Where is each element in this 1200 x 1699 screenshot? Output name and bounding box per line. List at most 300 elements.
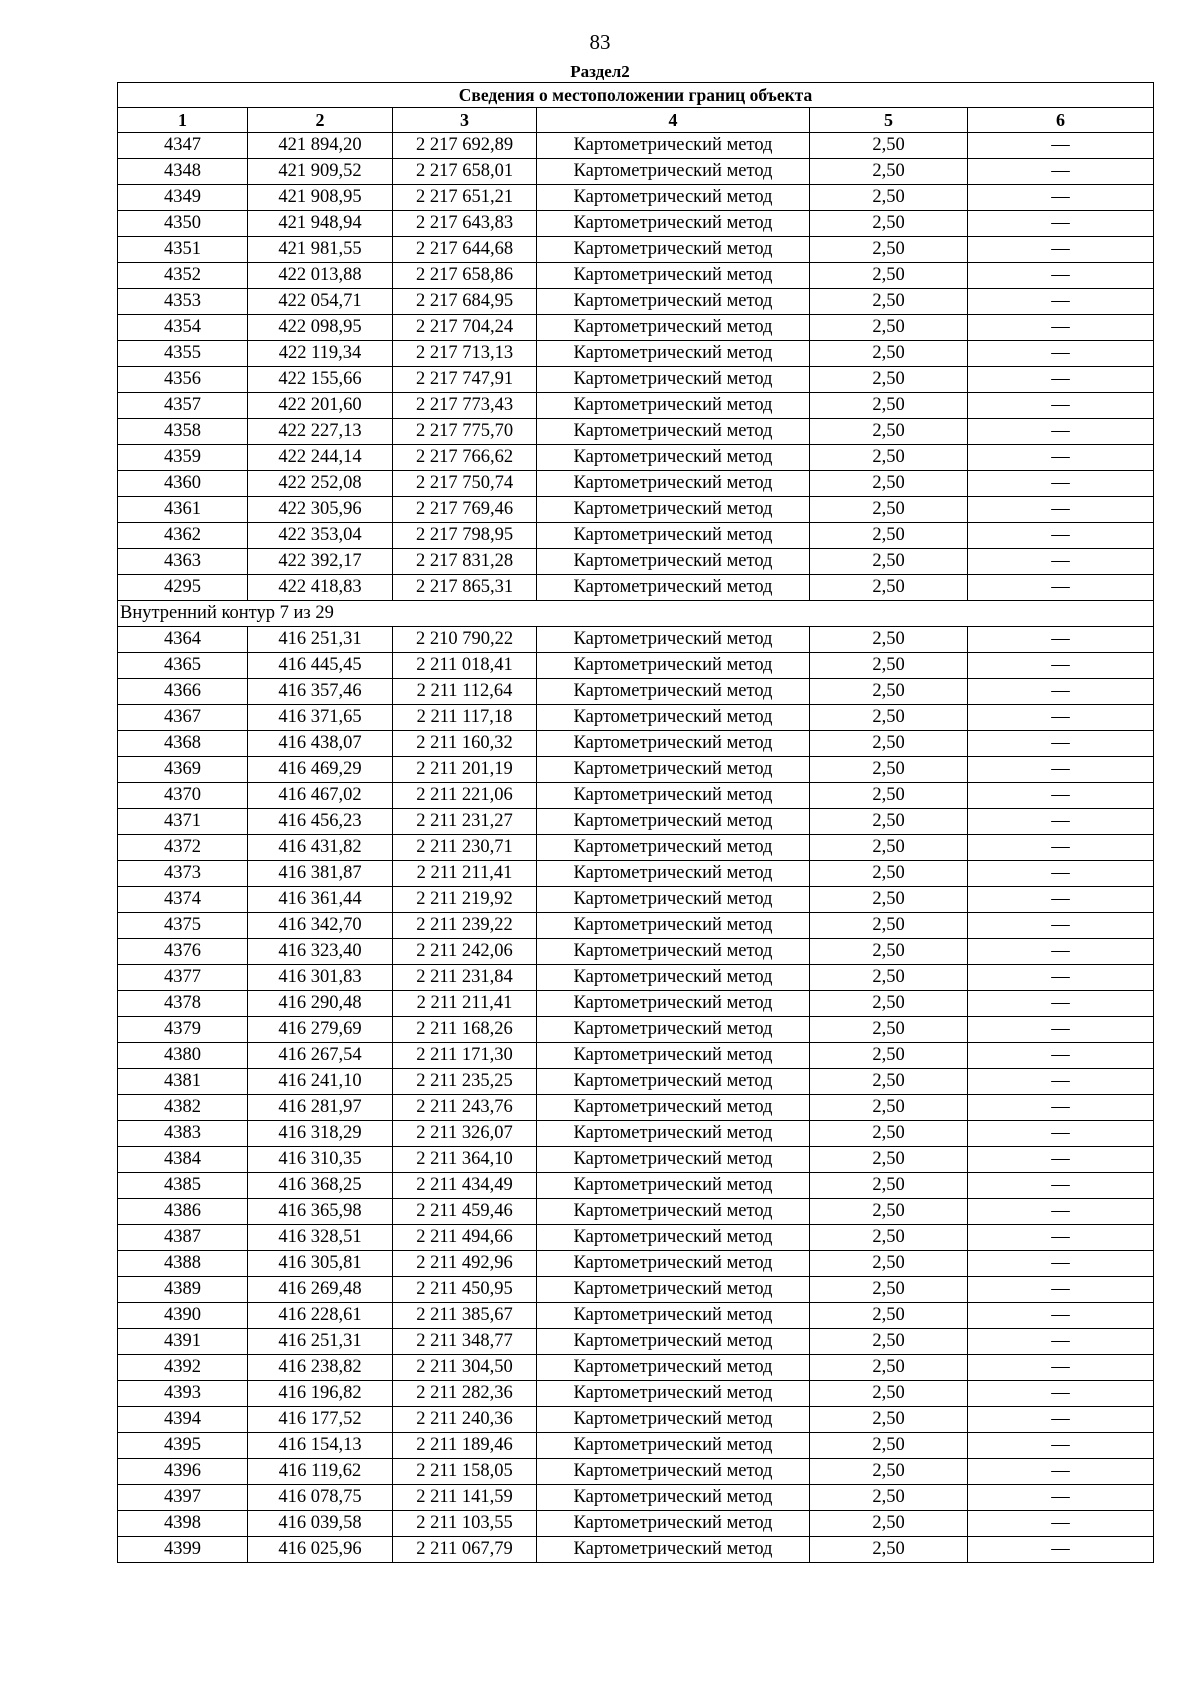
method-cell: Картометрический метод: [537, 1225, 810, 1251]
point-number-cell: 4360: [118, 471, 248, 497]
section-title: Раздел2: [570, 62, 630, 81]
method-cell: Картометрический метод: [537, 1043, 810, 1069]
x-coordinate-cell: 416 154,13: [248, 1433, 393, 1459]
x-coordinate-cell: 416 025,96: [248, 1537, 393, 1563]
y-coordinate-cell: 2 211 348,77: [393, 1329, 537, 1355]
point-number-cell: 4365: [118, 653, 248, 679]
point-number-cell: 4353: [118, 289, 248, 315]
table-row: [118, 1017, 1154, 1043]
accuracy-cell: 2,50: [810, 341, 968, 367]
description-cell: —: [968, 757, 1154, 783]
method-cell: Картометрический метод: [537, 1069, 810, 1095]
point-number-cell: 4350: [118, 211, 248, 237]
column-number: 1: [118, 108, 248, 133]
table-row: [118, 809, 1154, 835]
table-row: [118, 549, 1154, 575]
x-coordinate-cell: 422 155,66: [248, 367, 393, 393]
table-row: [118, 835, 1154, 861]
table-row: [118, 913, 1154, 939]
contour-label: Внутренний контур 7 из 29: [118, 601, 1154, 627]
method-cell: Картометрический метод: [537, 861, 810, 887]
method-cell: Картометрический метод: [537, 393, 810, 419]
column-number: 4: [537, 108, 810, 133]
y-coordinate-cell: 2 211 385,67: [393, 1303, 537, 1329]
y-coordinate-cell: 2 211 230,71: [393, 835, 537, 861]
method-cell: Картометрический метод: [537, 1173, 810, 1199]
point-number-cell: 4351: [118, 237, 248, 263]
method-cell: Картометрический метод: [537, 211, 810, 237]
y-coordinate-cell: 2 211 117,18: [393, 705, 537, 731]
accuracy-cell: 2,50: [810, 263, 968, 289]
y-coordinate-cell: 2 211 243,76: [393, 1095, 537, 1121]
x-coordinate-cell: 422 054,71: [248, 289, 393, 315]
method-cell: Картометрический метод: [537, 835, 810, 861]
accuracy-cell: 2,50: [810, 913, 968, 939]
x-coordinate-cell: 421 908,95: [248, 185, 393, 211]
point-number-cell: 4391: [118, 1329, 248, 1355]
accuracy-cell: 2,50: [810, 1459, 968, 1485]
method-cell: Картометрический метод: [537, 159, 810, 185]
accuracy-cell: 2,50: [810, 289, 968, 315]
y-coordinate-cell: 2 217 773,43: [393, 393, 537, 419]
description-cell: —: [968, 341, 1154, 367]
x-coordinate-cell: 422 098,95: [248, 315, 393, 341]
accuracy-cell: 2,50: [810, 1095, 968, 1121]
description-cell: —: [968, 367, 1154, 393]
table-row: [118, 965, 1154, 991]
point-number-cell: 4389: [118, 1277, 248, 1303]
x-coordinate-cell: 416 078,75: [248, 1485, 393, 1511]
description-cell: —: [968, 237, 1154, 263]
y-coordinate-cell: 2 211 189,46: [393, 1433, 537, 1459]
page-number: 83: [589, 30, 611, 54]
x-coordinate-cell: 416 241,10: [248, 1069, 393, 1095]
x-coordinate-cell: 416 342,70: [248, 913, 393, 939]
method-cell: Картометрический метод: [537, 237, 810, 263]
accuracy-cell: 2,50: [810, 315, 968, 341]
x-coordinate-cell: 422 418,83: [248, 575, 393, 601]
y-coordinate-cell: 2 211 240,36: [393, 1407, 537, 1433]
description-cell: —: [968, 1485, 1154, 1511]
x-coordinate-cell: 416 228,61: [248, 1303, 393, 1329]
point-number-cell: 4295: [118, 575, 248, 601]
y-coordinate-cell: 2 211 450,95: [393, 1277, 537, 1303]
description-cell: —: [968, 497, 1154, 523]
point-number-cell: 4368: [118, 731, 248, 757]
accuracy-cell: 2,50: [810, 523, 968, 549]
method-cell: Картометрический метод: [537, 341, 810, 367]
x-coordinate-cell: 416 365,98: [248, 1199, 393, 1225]
description-cell: —: [968, 731, 1154, 757]
description-cell: —: [968, 393, 1154, 419]
y-coordinate-cell: 2 217 831,28: [393, 549, 537, 575]
x-coordinate-cell: 416 469,29: [248, 757, 393, 783]
point-number-cell: 4361: [118, 497, 248, 523]
x-coordinate-cell: 416 368,25: [248, 1173, 393, 1199]
accuracy-cell: 2,50: [810, 1407, 968, 1433]
point-number-cell: 4367: [118, 705, 248, 731]
x-coordinate-cell: 416 269,48: [248, 1277, 393, 1303]
accuracy-cell: 2,50: [810, 965, 968, 991]
point-number-cell: 4378: [118, 991, 248, 1017]
table-row: [118, 1173, 1154, 1199]
table-row: [118, 1407, 1154, 1433]
description-cell: —: [968, 289, 1154, 315]
method-cell: Картометрический метод: [537, 471, 810, 497]
method-cell: Картометрический метод: [537, 679, 810, 705]
point-number-cell: 4383: [118, 1121, 248, 1147]
point-number-cell: 4385: [118, 1173, 248, 1199]
x-coordinate-cell: 416 290,48: [248, 991, 393, 1017]
accuracy-cell: 2,50: [810, 679, 968, 705]
y-coordinate-cell: 2 217 644,68: [393, 237, 537, 263]
description-cell: —: [968, 627, 1154, 653]
accuracy-cell: 2,50: [810, 861, 968, 887]
column-number: 6: [968, 108, 1154, 133]
y-coordinate-cell: 2 211 459,46: [393, 1199, 537, 1225]
column-numbers-row: [118, 108, 1154, 133]
y-coordinate-cell: 2 217 769,46: [393, 497, 537, 523]
point-number-cell: 4347: [118, 133, 248, 159]
point-number-cell: 4358: [118, 419, 248, 445]
description-cell: —: [968, 185, 1154, 211]
y-coordinate-cell: 2 211 103,55: [393, 1511, 537, 1537]
accuracy-cell: 2,50: [810, 497, 968, 523]
table-row: [118, 419, 1154, 445]
y-coordinate-cell: 2 211 492,96: [393, 1251, 537, 1277]
method-cell: Картометрический метод: [537, 1199, 810, 1225]
method-cell: Картометрический метод: [537, 523, 810, 549]
point-number-cell: 4395: [118, 1433, 248, 1459]
y-coordinate-cell: 2 211 364,10: [393, 1147, 537, 1173]
table-row: [118, 1277, 1154, 1303]
description-cell: —: [968, 653, 1154, 679]
accuracy-cell: 2,50: [810, 575, 968, 601]
y-coordinate-cell: 2 211 201,19: [393, 757, 537, 783]
point-number-cell: 4375: [118, 913, 248, 939]
description-cell: —: [968, 1225, 1154, 1251]
column-number: 5: [810, 108, 968, 133]
point-number-cell: 4355: [118, 341, 248, 367]
point-number-cell: 4366: [118, 679, 248, 705]
x-coordinate-cell: 416 119,62: [248, 1459, 393, 1485]
method-cell: Картометрический метод: [537, 1095, 810, 1121]
table-row: [118, 1095, 1154, 1121]
point-number-cell: 4393: [118, 1381, 248, 1407]
description-cell: —: [968, 679, 1154, 705]
table-row: [118, 757, 1154, 783]
boundary-coordinates-table: [117, 82, 1154, 1563]
table-row: [118, 575, 1154, 601]
y-coordinate-cell: 2 211 326,07: [393, 1121, 537, 1147]
accuracy-cell: 2,50: [810, 211, 968, 237]
y-coordinate-cell: 2 211 112,64: [393, 679, 537, 705]
table-row: [118, 627, 1154, 653]
x-coordinate-cell: 416 323,40: [248, 939, 393, 965]
description-cell: —: [968, 445, 1154, 471]
table-row: [118, 1303, 1154, 1329]
method-cell: Картометрический метод: [537, 263, 810, 289]
accuracy-cell: 2,50: [810, 653, 968, 679]
description-cell: —: [968, 419, 1154, 445]
x-coordinate-cell: 416 251,31: [248, 627, 393, 653]
table-row: [118, 1069, 1154, 1095]
table-row: [118, 731, 1154, 757]
accuracy-cell: 2,50: [810, 1199, 968, 1225]
x-coordinate-cell: 416 310,35: [248, 1147, 393, 1173]
method-cell: Картометрический метод: [537, 1147, 810, 1173]
x-coordinate-cell: 416 196,82: [248, 1381, 393, 1407]
point-number-cell: 4352: [118, 263, 248, 289]
y-coordinate-cell: 2 217 747,91: [393, 367, 537, 393]
method-cell: Картометрический метод: [537, 627, 810, 653]
accuracy-cell: 2,50: [810, 1043, 968, 1069]
y-coordinate-cell: 2 211 168,26: [393, 1017, 537, 1043]
x-coordinate-cell: 416 357,46: [248, 679, 393, 705]
point-number-cell: 4354: [118, 315, 248, 341]
method-cell: Картометрический метод: [537, 1251, 810, 1277]
method-cell: Картометрический метод: [537, 497, 810, 523]
table-row: [118, 315, 1154, 341]
point-number-cell: 4394: [118, 1407, 248, 1433]
x-coordinate-cell: 421 948,94: [248, 211, 393, 237]
accuracy-cell: 2,50: [810, 1511, 968, 1537]
point-number-cell: 4369: [118, 757, 248, 783]
y-coordinate-cell: 2 211 434,49: [393, 1173, 537, 1199]
description-cell: —: [968, 575, 1154, 601]
x-coordinate-cell: 416 318,29: [248, 1121, 393, 1147]
accuracy-cell: 2,50: [810, 1329, 968, 1355]
point-number-cell: 4372: [118, 835, 248, 861]
y-coordinate-cell: 2 211 242,06: [393, 939, 537, 965]
method-cell: Картометрический метод: [537, 731, 810, 757]
method-cell: Картометрический метод: [537, 1121, 810, 1147]
description-cell: —: [968, 1017, 1154, 1043]
method-cell: Картометрический метод: [537, 1511, 810, 1537]
x-coordinate-cell: 422 244,14: [248, 445, 393, 471]
method-cell: Картометрический метод: [537, 913, 810, 939]
x-coordinate-cell: 416 445,45: [248, 653, 393, 679]
point-number-cell: 4382: [118, 1095, 248, 1121]
description-cell: —: [968, 991, 1154, 1017]
x-coordinate-cell: 416 238,82: [248, 1355, 393, 1381]
table-row: [118, 861, 1154, 887]
accuracy-cell: 2,50: [810, 1355, 968, 1381]
description-cell: —: [968, 1121, 1154, 1147]
accuracy-cell: 2,50: [810, 809, 968, 835]
description-cell: —: [968, 159, 1154, 185]
x-coordinate-cell: 416 279,69: [248, 1017, 393, 1043]
table-row: [118, 1225, 1154, 1251]
accuracy-cell: 2,50: [810, 1251, 968, 1277]
point-number-cell: 4397: [118, 1485, 248, 1511]
accuracy-cell: 2,50: [810, 549, 968, 575]
point-number-cell: 4349: [118, 185, 248, 211]
y-coordinate-cell: 2 217 658,01: [393, 159, 537, 185]
accuracy-cell: 2,50: [810, 1121, 968, 1147]
accuracy-cell: 2,50: [810, 731, 968, 757]
table-row: [118, 1459, 1154, 1485]
y-coordinate-cell: 2 217 658,86: [393, 263, 537, 289]
table-row: [118, 1251, 1154, 1277]
accuracy-cell: 2,50: [810, 627, 968, 653]
table-row: [118, 185, 1154, 211]
y-coordinate-cell: 2 217 798,95: [393, 523, 537, 549]
y-coordinate-cell: 2 211 231,84: [393, 965, 537, 991]
y-coordinate-cell: 2 217 766,62: [393, 445, 537, 471]
table-row: [118, 289, 1154, 315]
point-number-cell: 4384: [118, 1147, 248, 1173]
point-number-cell: 4359: [118, 445, 248, 471]
x-coordinate-cell: 416 456,23: [248, 809, 393, 835]
method-cell: Картометрический метод: [537, 315, 810, 341]
y-coordinate-cell: 2 211 141,59: [393, 1485, 537, 1511]
table-row: [118, 1121, 1154, 1147]
method-cell: Картометрический метод: [537, 1329, 810, 1355]
x-coordinate-cell: 416 281,97: [248, 1095, 393, 1121]
method-cell: Картометрический метод: [537, 783, 810, 809]
method-cell: Картометрический метод: [537, 1485, 810, 1511]
accuracy-cell: 2,50: [810, 1017, 968, 1043]
accuracy-cell: 2,50: [810, 939, 968, 965]
x-coordinate-cell: 422 227,13: [248, 419, 393, 445]
description-cell: —: [968, 1381, 1154, 1407]
table-row: [118, 1355, 1154, 1381]
accuracy-cell: 2,50: [810, 471, 968, 497]
x-coordinate-cell: 416 438,07: [248, 731, 393, 757]
accuracy-cell: 2,50: [810, 1303, 968, 1329]
point-number-cell: 4386: [118, 1199, 248, 1225]
table-row: [118, 1485, 1154, 1511]
accuracy-cell: 2,50: [810, 393, 968, 419]
table-row: [118, 1433, 1154, 1459]
y-coordinate-cell: 2 217 651,21: [393, 185, 537, 211]
description-cell: —: [968, 1407, 1154, 1433]
y-coordinate-cell: 2 211 158,05: [393, 1459, 537, 1485]
description-cell: —: [968, 1147, 1154, 1173]
column-number: 3: [393, 108, 537, 133]
table-caption-row: [118, 83, 1154, 108]
y-coordinate-cell: 2 211 160,32: [393, 731, 537, 757]
point-number-cell: 4362: [118, 523, 248, 549]
description-cell: —: [968, 1069, 1154, 1095]
x-coordinate-cell: 416 177,52: [248, 1407, 393, 1433]
x-coordinate-cell: 416 305,81: [248, 1251, 393, 1277]
method-cell: Картометрический метод: [537, 419, 810, 445]
point-number-cell: 4379: [118, 1017, 248, 1043]
point-number-cell: 4363: [118, 549, 248, 575]
description-cell: —: [968, 835, 1154, 861]
method-cell: Картометрический метод: [537, 757, 810, 783]
accuracy-cell: 2,50: [810, 757, 968, 783]
y-coordinate-cell: 2 217 865,31: [393, 575, 537, 601]
point-number-cell: 4390: [118, 1303, 248, 1329]
table-row: [118, 341, 1154, 367]
description-cell: —: [968, 1329, 1154, 1355]
point-number-cell: 4380: [118, 1043, 248, 1069]
y-coordinate-cell: 2 211 067,79: [393, 1537, 537, 1563]
accuracy-cell: 2,50: [810, 1173, 968, 1199]
method-cell: Картометрический метод: [537, 445, 810, 471]
method-cell: Картометрический метод: [537, 133, 810, 159]
accuracy-cell: 2,50: [810, 835, 968, 861]
description-cell: —: [968, 861, 1154, 887]
description-cell: —: [968, 1095, 1154, 1121]
y-coordinate-cell: 2 211 231,27: [393, 809, 537, 835]
y-coordinate-cell: 2 217 684,95: [393, 289, 537, 315]
description-cell: —: [968, 1043, 1154, 1069]
table-row: [118, 887, 1154, 913]
description-cell: —: [968, 523, 1154, 549]
x-coordinate-cell: 421 981,55: [248, 237, 393, 263]
table-row: [118, 159, 1154, 185]
description-cell: —: [968, 1459, 1154, 1485]
y-coordinate-cell: 2 211 235,25: [393, 1069, 537, 1095]
accuracy-cell: 2,50: [810, 1069, 968, 1095]
method-cell: Картометрический метод: [537, 809, 810, 835]
table-row: [118, 237, 1154, 263]
accuracy-cell: 2,50: [810, 1381, 968, 1407]
table-row: [118, 1147, 1154, 1173]
description-cell: —: [968, 809, 1154, 835]
table-row: [118, 1381, 1154, 1407]
table-row: [118, 939, 1154, 965]
table-row: [118, 263, 1154, 289]
accuracy-cell: 2,50: [810, 237, 968, 263]
description-cell: —: [968, 263, 1154, 289]
table-row: [118, 679, 1154, 705]
table-row: [118, 1199, 1154, 1225]
x-coordinate-cell: 416 467,02: [248, 783, 393, 809]
method-cell: Картометрический метод: [537, 1355, 810, 1381]
table-row: [118, 1537, 1154, 1563]
table-row: [118, 393, 1154, 419]
point-number-cell: 4370: [118, 783, 248, 809]
table-row: [118, 783, 1154, 809]
x-coordinate-cell: 422 119,34: [248, 341, 393, 367]
method-cell: Картометрический метод: [537, 1537, 810, 1563]
point-number-cell: 4364: [118, 627, 248, 653]
point-number-cell: 4374: [118, 887, 248, 913]
description-cell: —: [968, 315, 1154, 341]
point-number-cell: 4392: [118, 1355, 248, 1381]
table-row: [118, 1043, 1154, 1069]
accuracy-cell: 2,50: [810, 783, 968, 809]
method-cell: Картометрический метод: [537, 1303, 810, 1329]
x-coordinate-cell: 422 252,08: [248, 471, 393, 497]
accuracy-cell: 2,50: [810, 1485, 968, 1511]
description-cell: —: [968, 1173, 1154, 1199]
method-cell: Картометрический метод: [537, 1407, 810, 1433]
y-coordinate-cell: 2 211 282,36: [393, 1381, 537, 1407]
y-coordinate-cell: 2 211 211,41: [393, 991, 537, 1017]
y-coordinate-cell: 2 211 494,66: [393, 1225, 537, 1251]
accuracy-cell: 2,50: [810, 991, 968, 1017]
description-cell: —: [968, 549, 1154, 575]
x-coordinate-cell: 421 909,52: [248, 159, 393, 185]
method-cell: Картометрический метод: [537, 1277, 810, 1303]
description-cell: —: [968, 965, 1154, 991]
x-coordinate-cell: 416 361,44: [248, 887, 393, 913]
y-coordinate-cell: 2 217 692,89: [393, 133, 537, 159]
description-cell: —: [968, 939, 1154, 965]
y-coordinate-cell: 2 217 704,24: [393, 315, 537, 341]
y-coordinate-cell: 2 210 790,22: [393, 627, 537, 653]
method-cell: Картометрический метод: [537, 575, 810, 601]
point-number-cell: 4377: [118, 965, 248, 991]
table-row: [118, 445, 1154, 471]
description-cell: —: [968, 1511, 1154, 1537]
